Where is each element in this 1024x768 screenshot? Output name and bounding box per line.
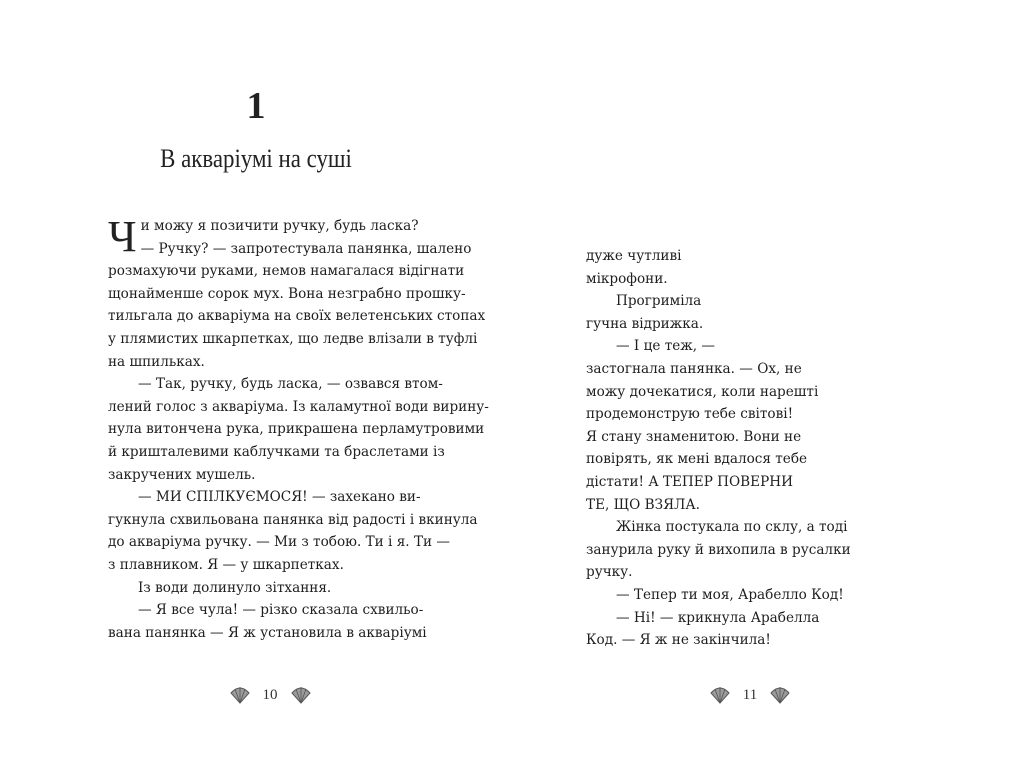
- text-line: Я стану знаменитою. Вони не: [586, 428, 802, 445]
- text-line: и можу я позичити ручку, будь ласка?: [140, 218, 419, 234]
- shell-icon: [229, 685, 251, 705]
- text-line: можу дочекатися, коли нарешті: [586, 383, 819, 400]
- text-line: дуже чутливі: [586, 248, 682, 264]
- text-line: закручених мушель.: [108, 466, 256, 483]
- drop-cap: Ч: [108, 212, 137, 261]
- text-line: — Ручку? — запротестувала панянка, шалено: [140, 240, 472, 257]
- shell-icon: [709, 685, 731, 705]
- text-line: — МИ СПІЛКУЄМОСЯ! — захекано ви-: [138, 489, 421, 506]
- text-line: — Ні! — крикнула Арабелла: [616, 609, 820, 626]
- text-line: — Так, ручку, будь ласка, — озвався втом-: [138, 376, 443, 393]
- page-number: 11: [742, 686, 758, 703]
- text-line: — Я все чула! — різко сказала схвильо-: [138, 602, 424, 619]
- chapter-number: 1: [246, 85, 266, 127]
- text-line: дістати! А ТЕПЕР ПОВЕРНИ: [586, 473, 793, 490]
- text-line: Жінка постукала по склу, а тоді: [616, 519, 848, 536]
- text-line: повірять, як мені вдалося тебе: [586, 451, 808, 468]
- left-body-text: [108, 212, 489, 644]
- text-line: розмахуючи руками, немов намагалася відігнати: [108, 263, 465, 280]
- text-line: гукнула схвильована панянка від радості і вкинула: [108, 511, 478, 528]
- text-line: — Тепер ти моя, Арабелло Код!: [616, 586, 844, 603]
- text-line: продемонструю тебе світові!: [586, 406, 794, 423]
- chapter-title: В акваріумі на суші: [160, 144, 352, 173]
- text-line: на шпильках.: [108, 353, 205, 370]
- text-line: ТЕ, ЩО ВЗЯЛА.: [586, 496, 701, 513]
- page-number: 10: [262, 686, 278, 703]
- text-line: вана панянка — Я ж установила в акваріумі: [108, 624, 427, 641]
- text-line: занурила руку й вихопила в русалки: [586, 541, 851, 558]
- text-line: у плямистих шкарпетках, що ледве влізали в туфлі: [108, 330, 478, 347]
- text-line: застогнала панянка. — Ох, не: [586, 360, 802, 377]
- text-line: гучна відрижка.: [586, 315, 704, 332]
- text-line: ручку.: [586, 564, 633, 581]
- text-line: до акваріума ручку. — Ми з тобою. Ти і я. Ти —: [108, 534, 450, 551]
- page-footer: [200, 680, 340, 710]
- text-line: нула витончена рука, прикрашена перламутровими: [108, 421, 485, 438]
- text-line: тильгала до акваріума на своїх велетенських стопах: [108, 308, 486, 325]
- text-line: — І це теж, —: [616, 338, 716, 355]
- text-line: Із води долинуло зітхання.: [138, 579, 332, 596]
- text-line: Прогриміла: [616, 293, 702, 310]
- page-footer: [690, 680, 810, 710]
- right-body-text: [586, 245, 851, 652]
- shell-icon: [769, 685, 791, 705]
- text-line: з плавником. Я — у шкарпетках.: [108, 556, 344, 573]
- text-line: лений голос з акваріума. Із каламутної води вирину-: [108, 398, 489, 415]
- text-line: щонайменше сорок мух. Вона незграбно прошку-: [108, 285, 466, 302]
- text-line: мікрофони.: [586, 270, 668, 287]
- text-line: й кришталевими каблучками та браслетами із: [108, 443, 445, 460]
- text-line: Код. — Я ж не закінчила!: [586, 632, 771, 649]
- shell-icon: [290, 685, 312, 705]
